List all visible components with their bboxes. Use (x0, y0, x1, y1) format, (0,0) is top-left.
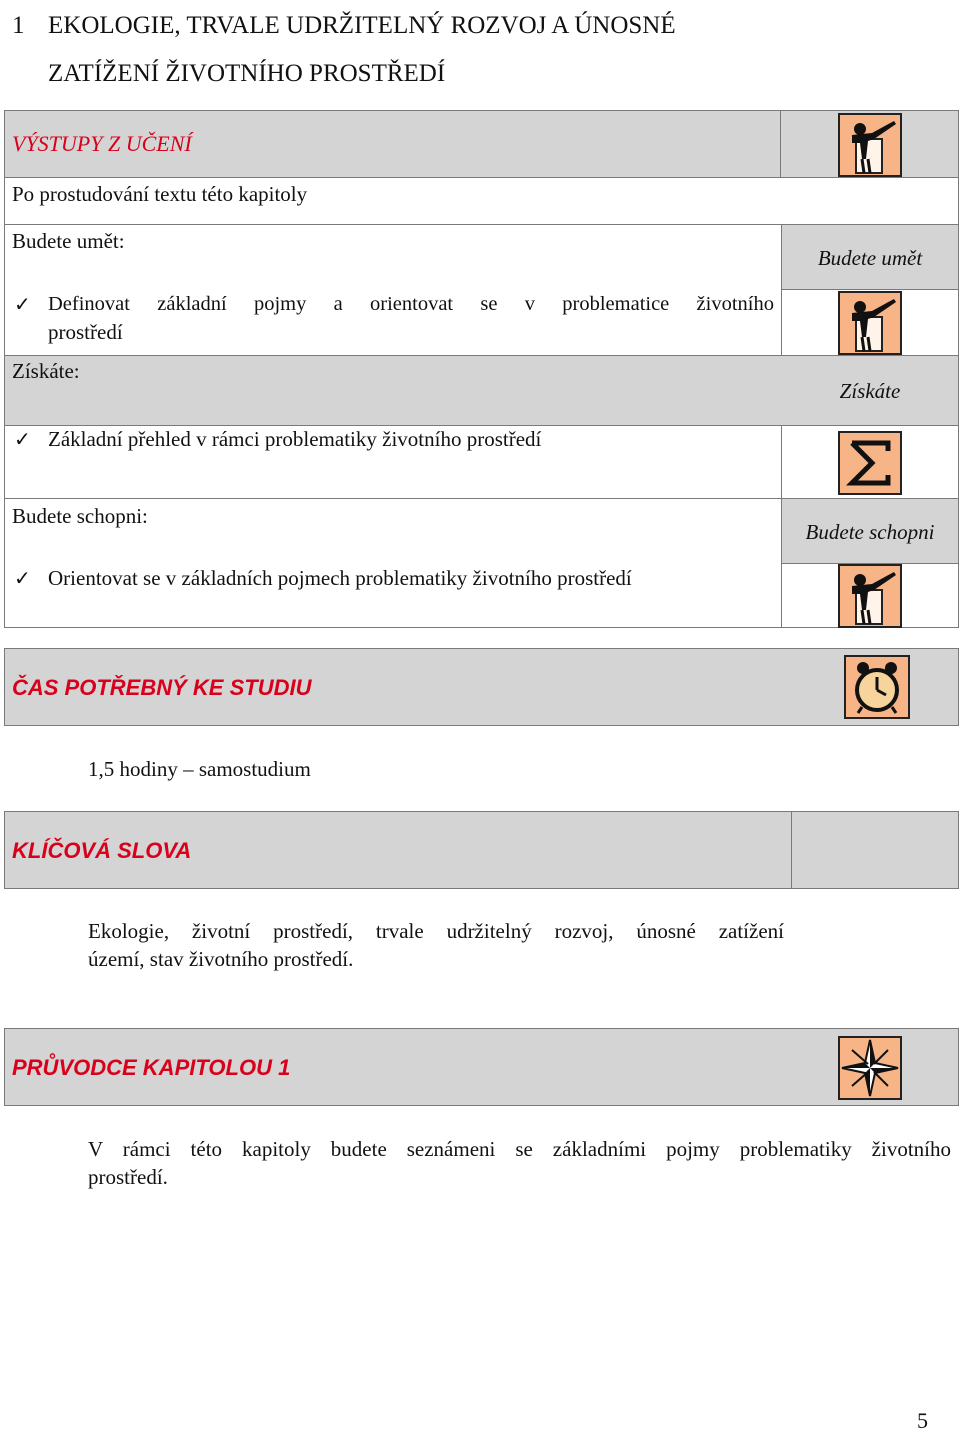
sigma-icon (838, 431, 902, 495)
chapter-title-line2: ZATÍŽENÍ ŽIVOTNÍHO PROSTŘEDÍ (48, 60, 446, 87)
check-icon: ✓ (14, 566, 31, 590)
compass-rose-icon (838, 1036, 902, 1100)
teacher-pointer-icon (838, 113, 902, 177)
teacher-pointer-icon (838, 291, 902, 355)
chapter-number: 1 (12, 12, 25, 39)
chapter-title-line1: EKOLOGIE, TRVALE UDRŽITELNÝ ROZVOJ A ÚNOSNÉ (48, 12, 676, 39)
ziskate-label: Získáte: (12, 359, 80, 383)
budete-schopni-item: Orientovat se v základních pojmech problematiky životního prostředí (48, 566, 632, 590)
keywords-title: KLÍČOVÁ SLOVA (12, 838, 192, 863)
page-number: 5 (917, 1408, 928, 1433)
time-value: 1,5 hodiny – samostudium (88, 757, 311, 781)
time-title: ČAS POTŘEBNÝ KE STUDIU (12, 675, 312, 700)
guide-text-line1: V rámci této kapitoly budete seznámeni se základními pojmy problematiky životního (88, 1137, 951, 1161)
side-label-ziskate: Získáte (839, 379, 901, 403)
budete-umet-item-line2: prostředí (48, 320, 123, 344)
budete-umet-item-line1: Definovat základní pojmy a orientovat se v problematice životního (48, 293, 774, 315)
alarm-clock-icon (844, 655, 910, 719)
keywords-text-line1: Ekologie, životní prostředí, trvale udržitelný rozvoj, únosné zatížení (88, 919, 784, 943)
budete-schopni-label: Budete schopni: (12, 504, 148, 528)
outcomes-intro: Po prostudování textu této kapitoly (12, 182, 308, 206)
teacher-pointer-icon (838, 564, 902, 628)
budete-umet-label: Budete umět: (12, 229, 125, 253)
outcomes-title: VÝSTUPY Z UČENÍ (12, 131, 192, 156)
keywords-text-line2: území, stav životního prostředí. (88, 947, 354, 971)
ziskate-item: Základní přehled v rámci problematiky životního prostředí (48, 427, 542, 451)
guide-text-line2: prostředí. (88, 1165, 168, 1189)
check-icon: ✓ (14, 292, 31, 316)
side-label-budete-umet: Budete umět (817, 246, 923, 270)
side-label-budete-schopni: Budete schopni (805, 520, 935, 544)
check-icon: ✓ (14, 427, 31, 451)
guide-title: PRŮVODCE KAPITOLOU 1 (12, 1055, 291, 1080)
